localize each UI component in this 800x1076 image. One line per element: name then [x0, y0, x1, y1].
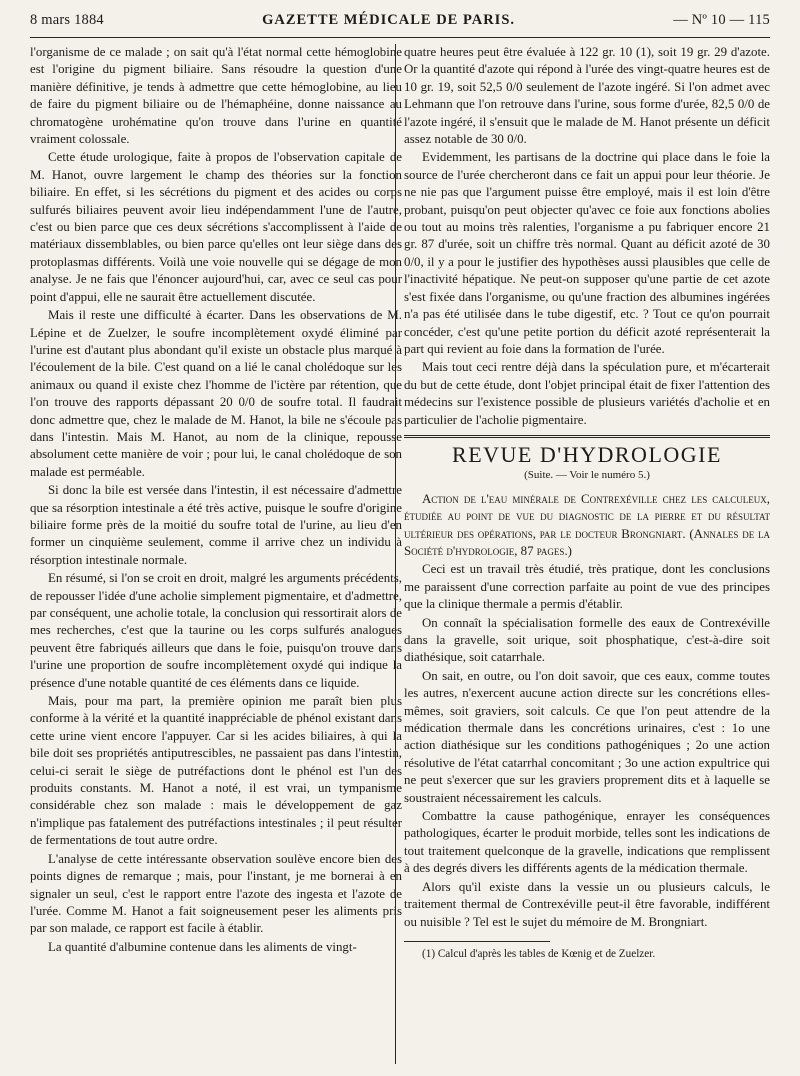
paragraph: Combattre la cause pathogénique, enrayer les conséquences pathologiques, écarter le produit morbide, telles sont les indications de tout traitement quelconque de la gravelle, indications que remplissent à des degrés divers les différents agents de la médication thermale. — [404, 809, 770, 876]
paragraph: La quantité d'albumine contenue dans les aliments de vingt- — [48, 939, 357, 954]
article-title: Action de l'eau minérale de Contrexéville chez les calculeux, étudiée au point de vue du diagnostic de la pierre et du résultat ultérieur des opérations, par le docteur Brongniart. (Annales de la Société d'hydrologie, 87 pages.) — [404, 491, 770, 558]
paragraph: Mais il reste une difficulté à écarter. Dans les observations de M. Lépine et de Zuelzer, le soufre incomplètement oxydé éliminé par l'urine est d'autant plus abondant qu'il existe un obstacle plus marqué à l'écoulement de la bile. C'est quand on a lié le canal cholédoque sur les animaux ou quand il existe chez l'homme de l'ictère par rétention, que l'on trouve des rapports dépassant 20 0/0 de soufre total. Il faudrait donc admettre que, chez le malade de M. Hanot, la bile ne s'écoule pas dans l'intestin. Mais M. Hanot, au nom de la clinique, repousse absolument cette manière de voir ; pour lui, le canal cholédoque de son malade est perméable. — [30, 308, 402, 479]
paragraph: Cette étude urologique, faite à propos de l'observation capitale de M. Hanot, ouvre largement le champ des théories sur la fonction biliaire. En effet, si les sécrétions du pigment et des acides ou corps sulfurés biliaires peuvent avoir lieu indépendamment l'une de l'autre, c'est ou bien parce que ces deux sécrétions s'accomplissent à l'aide de matériaux dissemblables, ou bien parce qu'elles ont leur siège dans des protoplasmas différents. Voilà une voie nouvelle qui se dégage de mon analyse. Je ne fais que l'énoncer aujourd'hui, car, avec ce seul cas pour point d'appui, elle ne saurait être actuellement discutée. — [30, 150, 402, 304]
paragraph: Mais tout ceci rentre déjà dans la spéculation pure, et m'écarterait du but de cette étude, dont l'objet principal était de fixer l'attention des médecins sur l'existence possible de plusieurs variétés d'acholie et en particulier de l'acholie pigmentaire. — [404, 360, 770, 427]
paragraph: Mais, pour ma part, la première opinion me paraît bien plus conforme à la vérité et la quantité inappréciable de phénol existant dans cette urine vient encore l'appuyer. Car si les acides biliaires, à qui la bile doit ses propriétés antiputrescibles, ne passaient pas dans l'intestin, celui-ci serait le siège de putréfactions dont le phénol est l'un des produits constants. M. Hanot a noté, il est vrai, un tympanisme considérable chez son malade : mais le développement de gaz n'implique pas fatalement des putréfactions intestinales ; il peut résulter de fermentations de tout autre ordre. — [30, 694, 402, 848]
paragraph: En résumé, si l'on se croit en droit, malgré les arguments précédents, de repousser l'idée d'une acholie simplement pigmentaire, et d'admettre, par conséquent, une acholie totale, la conclusion qui ressortirait alors de mes recherches, c'est que la taurine ou les corps sulfurés analogues peuvent être fabriqués ailleurs que dans le foie, puisqu'on trouve dans l'urine une proportion de soufre incomplètement oxydé qui indique la présence d'une notable quantité de ces éléments dans ce liquide. — [30, 571, 402, 690]
section-divider — [404, 435, 770, 438]
paragraph: L'analyse de cette intéressante observation soulève encore bien des points dignes de remarque ; mais, pour l'instant, je me bornerai à en signaler un seul, c'est le rapport entre l'azote des ingesta et l'azote de l'urée. Comme M. Hanot a fait soigneusement peser les aliments pris par son malade, ce rapport est facile à établir. — [30, 851, 402, 936]
right-column — [404, 44, 770, 964]
paragraph: l'organisme de ce malade ; on sait qu'à l'état normal cette hémoglobine est l'origine du pigment biliaire. Sans résoudre la question d'une manière définitive, je tends à admettre que cette hémoglobine, au lieu de faire du pigment biliaire ou de l'hémaphéine, donne naissance au chromatogène urohématine qu'on trouve dans l'urine en quantité vraiment colossale. — [30, 45, 402, 147]
footnote-rule — [404, 941, 550, 942]
section-subtitle: (Suite. — Voir le numéro 5.) — [524, 469, 650, 482]
column-divider — [395, 44, 396, 1064]
paragraph: Ceci est un travail très étudié, très pratique, dont les conclusions me paraissent d'une correction parfaite au point de vue des principes que la clinique thermale a permis d'établir. — [404, 562, 770, 612]
paragraph: On sait, en outre, ou l'on doit savoir, que ces eaux, comme toutes les autres, n'exercent aucune action directe sur les concrétions elles-mêmes, soit graviers, soit calculs. Ce que l'on peut attendre de la médication thermale dans les concrétions urinaires, c'est : 1o une action diathésique sur les conditions pathogéniques ; 2o une action résolutive de l'état catarrhal concomitant ; 3o une action expultrice qui ne peut s'exercer que sur les graviers proprement dits et à laquelle se soustraient nécessairement les calculs. — [404, 668, 770, 805]
footnote: (1) Calcul d'après les tables de Kœnig et de Zuelzer. — [422, 947, 656, 960]
header-title: GAZETTE MÉDICALE DE PARIS. — [262, 12, 516, 28]
section-title: REVUE D'HYDROLOGIE — [452, 441, 722, 467]
header-rule — [30, 37, 770, 38]
paragraph: On connaît la spécialisation formelle des eaux de Contrexéville dans la gravelle, soit urique, soit phosphatique, c'est-à-dire soit diathésique, soit catarrhale. — [404, 615, 770, 665]
paragraph: Alors qu'il existe dans la vessie un ou plusieurs calculs, le traitement thermal de Contrexéville peut-il être favorable, indifférent ou nuisible ? Tel est le sujet du mémoire de M. Brongniart. — [404, 879, 770, 929]
header-date: 8 mars 1884 — [30, 12, 104, 28]
paragraph: quatre heures peut être évaluée à 122 gr. 10 (1), soit 19 gr. 29 d'azote. Or la quantité d'azote qui répond à l'urée des vingt-quatre heures est de 10 gr. 19, soit 52,5 0/0 seulement de l'azote ingéré. Si l'on admet avec Lehmann que l'on retrouve dans l'urine, sous forme d'urée, 82,5 0/0 de l'azote ingéré, il s'ensuit que le malade de M. Hanot présente un déficit assez notable de 30 0/0. — [404, 45, 770, 147]
left-column — [30, 44, 402, 957]
paragraph: Si donc la bile est versée dans l'intestin, il est nécessaire d'admettre que sa résorption intestinale a été très active, puisque le soufre d'origine biliaire forme près de la moitié du soufre total de l'urine, au lieu d'en former un cinquième seulement, comme il arrive chez un individu à résorption intestinale normale. — [30, 483, 402, 567]
page-header — [30, 12, 770, 38]
header-page-number: — Nº 10 — 115 — [673, 12, 770, 28]
paragraph: Evidemment, les partisans de la doctrine qui place dans le foie la source de l'urée chercheront dans ce fait un appui pour leur théorie. Je ne nie pas que l'argument puisse être employé, mais il est loin d'être probant, puisqu'on peut objecter qu'avec ce foie aux fonctions abolies ou tout au moins très ralenties, l'organisme a pu fabriquer encore 21 gr. 87 d'urée, soit un chiffre très normal. Quant au déficit azoté de 30 0/0, il y a pour le justifier des hypothèses aussi plausibles que celle de l'inactivité hépatique. Ne peut-on supposer qu'une partie de cet azote s'est fixée dans l'organisme, ou qu'une fraction des albumines ingérées n'a pas été utilisée dans le tube digestif, etc. ? Tout ce qu'on pourrait concéder, c'est qu'une petite portion du déficit azoté représenterait la part qui revient au foie dans la formation de l'urée. — [404, 150, 770, 356]
